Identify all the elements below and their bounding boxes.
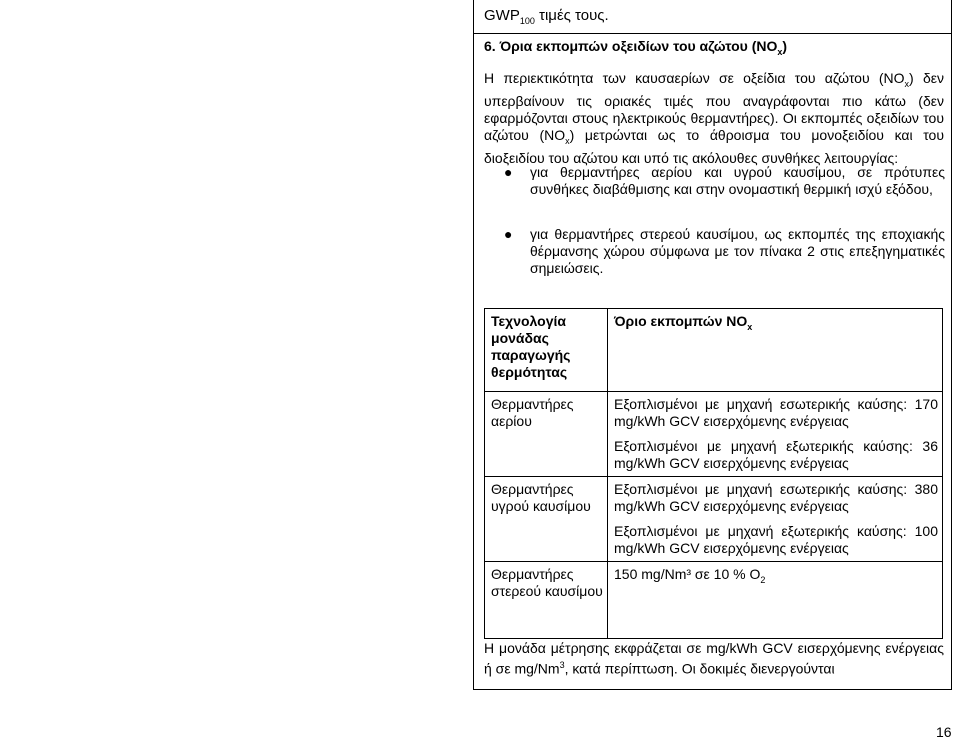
gwp-line: $GWP_{100}$ τιμές τους. <box>484 7 609 26</box>
nox-limits-table <box>484 308 943 639</box>
bullet-dot: ● <box>504 164 513 180</box>
col-header-limit: Όριο εκπομπών $NO_x$ <box>608 309 943 392</box>
limit-cell <box>608 477 943 562</box>
footer-paragraph: Η μονάδα μέτρησης εκφράζεται σε mg/kWh GCV εισερχόμενης ενέργειας ή σε mg/Nm$^3$, κατά περίπτωση. Οι δοκιμές διενεργούνται <box>484 640 944 677</box>
table-row <box>485 562 943 639</box>
limit-text: Εξοπλισμένοι με μηχανή εξωτερικής καύσης: 36 mg/kWh GCV εισερχόμενης ενέργειας <box>614 438 938 471</box>
limit-text: Εξοπλισμένοι με μηχανή εξωτερικής καύσης: 100 mg/kWh GCV εισερχόμενης ενέργειας <box>614 523 938 556</box>
limit-cell: 150 mg/Nm³ σε 10 % $O_2$ <box>608 562 943 639</box>
limit-text: Εξοπλισμένοι με μηχανή εσωτερικής καύσης: 170 mg/kWh GCV εισερχόμενης ενέργειας <box>614 396 938 429</box>
table-row <box>485 477 943 562</box>
limit-cell <box>608 392 943 477</box>
tech-cell: Θερμαντήρες υγρού καυσίμου <box>485 477 608 562</box>
section-title: 6. Όρια εκπομπών οξειδίων του αζώτου $(NO_x)$ <box>484 38 788 57</box>
document-frame <box>473 0 952 690</box>
bullet-item: για θερμαντήρες αερίου και υγρού καυσίμου, σε πρότυπες συνθήκες διαβάθμισης και στην ονομαστική θερμική ισχύ εξόδου, <box>530 164 945 197</box>
limit-text: Εξοπλισμένοι με μηχανή εσωτερικής καύσης: 380 mg/kWh GCV εισερχόμενης ενέργειας <box>614 481 938 514</box>
intro-paragraph: Η περιεκτικότητα των καυσαερίων σε οξείδια του αζώτου $(NO_x)$ δεν υπερβαίνουν τις οριακές τιμές που αναγράφονται πιο κάτω (δεν εφαρμόζονται στους ηλεκτρικούς θερμαντήρες). Οι εκπομπές οξειδίων του αζώτου $(NO_x)$ μετρώνται ως το άθροισμα του μονοξειδίου και του διοξειδίου του αζώτου και υπό τις ακόλουθες συνθήκες λειτουργίας: <box>484 70 945 166</box>
bullet-item: για θερμαντήρες στερεού καυσίμου, ως εκπομπές της εποχιακής θέρμανσης χώρου σύμφωνα με τον πίνακα 2 στις επεξηγηματικές σημειώσεις. <box>530 226 945 276</box>
bullet-dot: ● <box>504 226 513 242</box>
tech-cell: Θερμαντήρες αερίου <box>485 392 608 477</box>
table-header-row <box>485 309 943 392</box>
table-row <box>485 392 943 477</box>
page-number: 16 <box>936 724 952 740</box>
tech-cell: Θερμαντήρες στερεού καυσίμου <box>485 562 608 639</box>
col-header-technology: Τεχνολογία μονάδας παραγωγής θερμότητας <box>485 309 608 392</box>
top-row <box>474 0 951 34</box>
